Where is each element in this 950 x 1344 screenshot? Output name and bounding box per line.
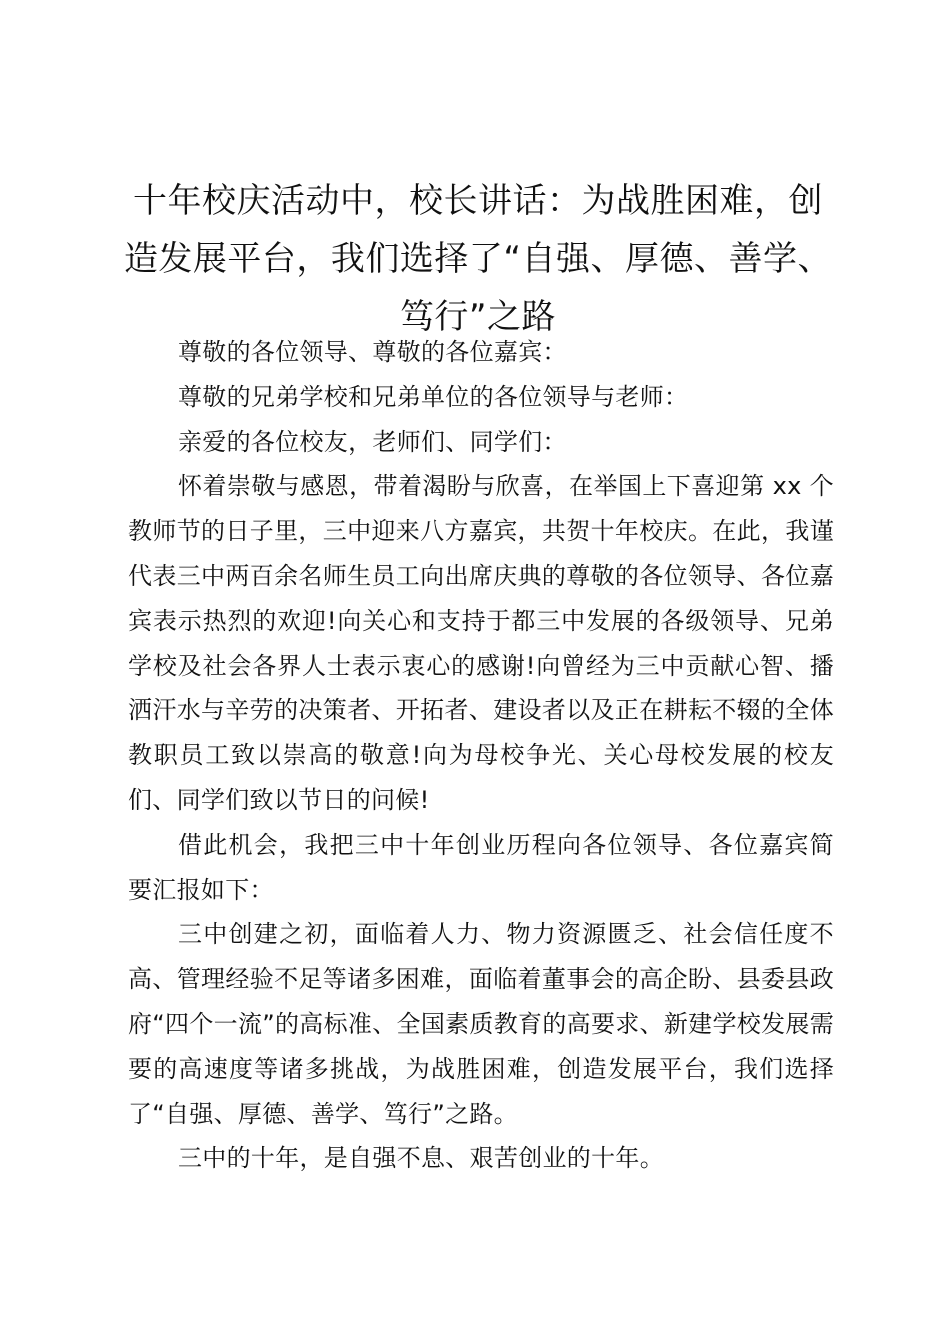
salutation-alumni: 亲爱的各位校友，老师们、同学们： xyxy=(178,427,567,456)
paragraph-report-intro: 借此机会，我把三中十年创业历程向各位领导、各位嘉宾简要汇报如下： xyxy=(128,830,834,904)
salutation-brother-schools: 尊敬的兄弟学校和兄弟单位的各位领导与老师： xyxy=(178,382,689,411)
salutation-leaders: 尊敬的各位领导、尊敬的各位嘉宾： xyxy=(178,338,567,366)
document-body xyxy=(128,330,834,1181)
paragraph-founding: 三中创建之初，面临着人力、物力资源匮乏、社会信任度不高、管理经验不足等诸多困难，面临着董事会的高企盼、县委县政府“四个一流”的高标准、全国素质教育的高要求、新建学校发展需要的高速度等诸多挑战，为战胜困难，创造发展平台，我们选择了“自强、厚德、善学、笃行”之路。 xyxy=(128,920,834,1128)
document-title: 十年校庆活动中，校长讲话：为战胜困难，创造发展平台，我们选择了“自强、厚德、善学、笃行”之路 xyxy=(123,181,833,337)
paragraph-ten-years: 三中的十年，是自强不息、艰苦创业的十年。 xyxy=(178,1144,664,1173)
paragraph-welcome: 怀着崇敬与感恩，带着渴盼与欣喜，在举国上下喜迎第 xx 个教师节的日子里，三中迎来八方嘉宾，共贺十年校庆。在此，我谨代表三中两百余名师生员工向出席庆典的尊敬的各位领导、各位嘉宾表示热烈的欢迎!向关心和支持于都三中发展的各级领导、兄弟学校及社会各界人士表示衷心的感谢!向曾经为三中贡献心智、播洒汗水与辛劳的决策者、开拓者、建设者以及正在耕耘不辍的全体教职员工致以崇高的敬意!向为母校争光、关心母校发展的校友们、同学们致以节日的问候! xyxy=(128,472,834,814)
